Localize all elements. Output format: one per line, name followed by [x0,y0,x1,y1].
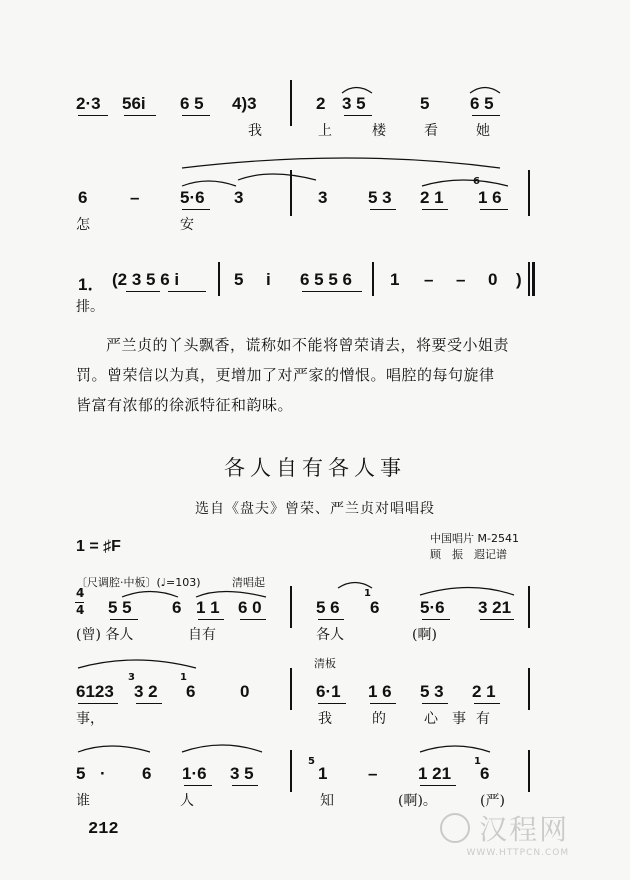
slur [420,746,490,752]
note-group: – [456,270,466,289]
paragraph-line: 严兰贞的丫头飘香，谎称如不能将曾荣请去，将要受小姐责 [106,336,510,354]
note-group: ) [516,270,522,289]
grace-note: 1 [474,756,481,767]
slur [196,592,266,598]
lyric: 事 [452,711,466,727]
slur [422,180,508,186]
lyric: (曾) 各人 [76,627,134,643]
lyric: 的 [372,711,386,727]
note-group: – [130,188,140,207]
note-group: 3 21 [478,598,512,617]
note-group: 6 [480,764,490,783]
slur [182,745,262,752]
tempo-mark-note: 清唱起 [232,576,265,589]
note-group: 5·6 [420,598,445,617]
note-group: i [266,270,271,289]
note-group: (2 3 5 6 i [112,270,180,289]
lyric: 上 [318,123,332,139]
paragraph-line: 皆富有浓郁的徐派特征和韵味。 [76,396,294,414]
note-group: 6123 [76,682,114,701]
watermark-url: WWW.HTTPCN.COM [466,848,570,858]
slur [342,88,372,94]
note-group: 4)3 [232,94,257,113]
grace-note: 1 [364,588,371,599]
note-group: 1 21 [418,764,452,783]
slur [78,660,196,668]
record-label: 中国唱片 M-2541 [430,532,519,545]
note-group: 56i [122,94,146,113]
note-group: 3 [318,188,328,207]
note-group: 1 [318,764,328,783]
slur [420,588,514,596]
note-group: 5 3 [420,682,444,701]
note-group: – [368,764,378,783]
note-group: 1 [390,270,400,289]
transcriber: 顾 振 遐记谱 [430,548,507,561]
tempo-marking: 〔尺调腔·中板〕(♩=103) [76,576,201,589]
lyric: (严) [480,793,505,809]
lyric: (啊) [412,627,437,643]
slur [238,174,316,180]
song-subtitle: 选自《盘夫》曾荣、严兰贞对唱唱段 [195,501,435,517]
slur [338,583,372,589]
note-group: – [424,270,434,289]
note-group: 0 [240,682,250,701]
note-group: 5 5 [108,598,132,617]
tempo-change-mark: 清板 [314,657,336,670]
grace-note: 6 [473,176,480,187]
lyric: 我 [248,123,262,139]
note-group: 5·6 [180,188,205,207]
watermark-text: 汉程网 [479,813,570,846]
lyric: 有 [476,711,490,727]
lyric: 自有 [188,627,216,643]
slur [470,88,500,94]
note-group: 5 3 [368,188,392,207]
note-group: 2 1 [472,682,496,701]
note-group: 1 6 [368,682,392,701]
lyric: 心 [424,711,438,727]
lyric: (啊)。 [398,793,437,809]
note-group: 6 [78,188,88,207]
grace-note: 3 [128,672,135,683]
note-group: 6·1 [316,682,341,701]
slur [122,592,178,598]
note-group: 6 [370,598,380,617]
watermark [440,808,569,858]
watermark-logo-icon [440,813,470,843]
note-group: 6 5 [180,94,204,113]
note-group: 1·6 [182,764,207,783]
slur [78,746,150,752]
lyric: 事， [76,711,104,727]
grace-note: 1 [180,672,187,683]
note-group: 6 [172,598,182,617]
lyric: 各人 [316,627,344,643]
note-group: 2 1 [420,188,444,207]
lyric: 谁 [76,793,90,809]
note-group: 5 [234,270,244,289]
lyric: 她 [476,123,490,139]
lyric: 安 [180,217,194,233]
note-group: 5 [76,764,86,783]
time-signature-top: 4 [76,586,85,600]
grace-note: 5 [308,756,315,767]
note-group: 5 6 [316,598,340,617]
slur [182,181,236,186]
time-signature-bottom: 4 [76,603,85,617]
note-group: 0 [488,270,498,289]
note-group: · [100,764,106,783]
note-group: 6 5 5 6 [300,270,352,289]
lyric: 怎 [76,217,90,233]
note-group: 3 5 [230,764,254,783]
note-group: 3 5 [342,94,366,113]
key-signature: 1 = ♯F [76,538,121,555]
paragraph-line: 罚。曾荣信以为真，更增加了对严家的憎恨。唱腔的每句旋律 [76,366,495,384]
slur [182,158,500,168]
note-group: 3 [234,188,244,207]
note-group: 6 5 [470,94,494,113]
lyric: 人 [180,793,194,809]
lyric: 排。 [76,299,104,315]
song-title: 各人自有各人事 [224,456,406,480]
note-group: 1． [78,275,105,294]
note-group: 2 [316,94,326,113]
note-group: 1 1 [196,598,220,617]
page-number: 212 [88,820,119,839]
note-group: 6 [142,764,152,783]
note-group: 6 0 [238,598,262,617]
note-group: 5 [420,94,430,113]
note-group: 6 [186,682,196,701]
lyric: 看 [424,123,438,139]
note-group: 2·3 [76,94,101,113]
note-group: 3 2 [134,682,158,701]
lyric: 我 [318,711,332,727]
note-group: 1 6 [478,188,502,207]
lyric: 楼 [372,123,386,139]
lyric: 知 [320,793,334,809]
